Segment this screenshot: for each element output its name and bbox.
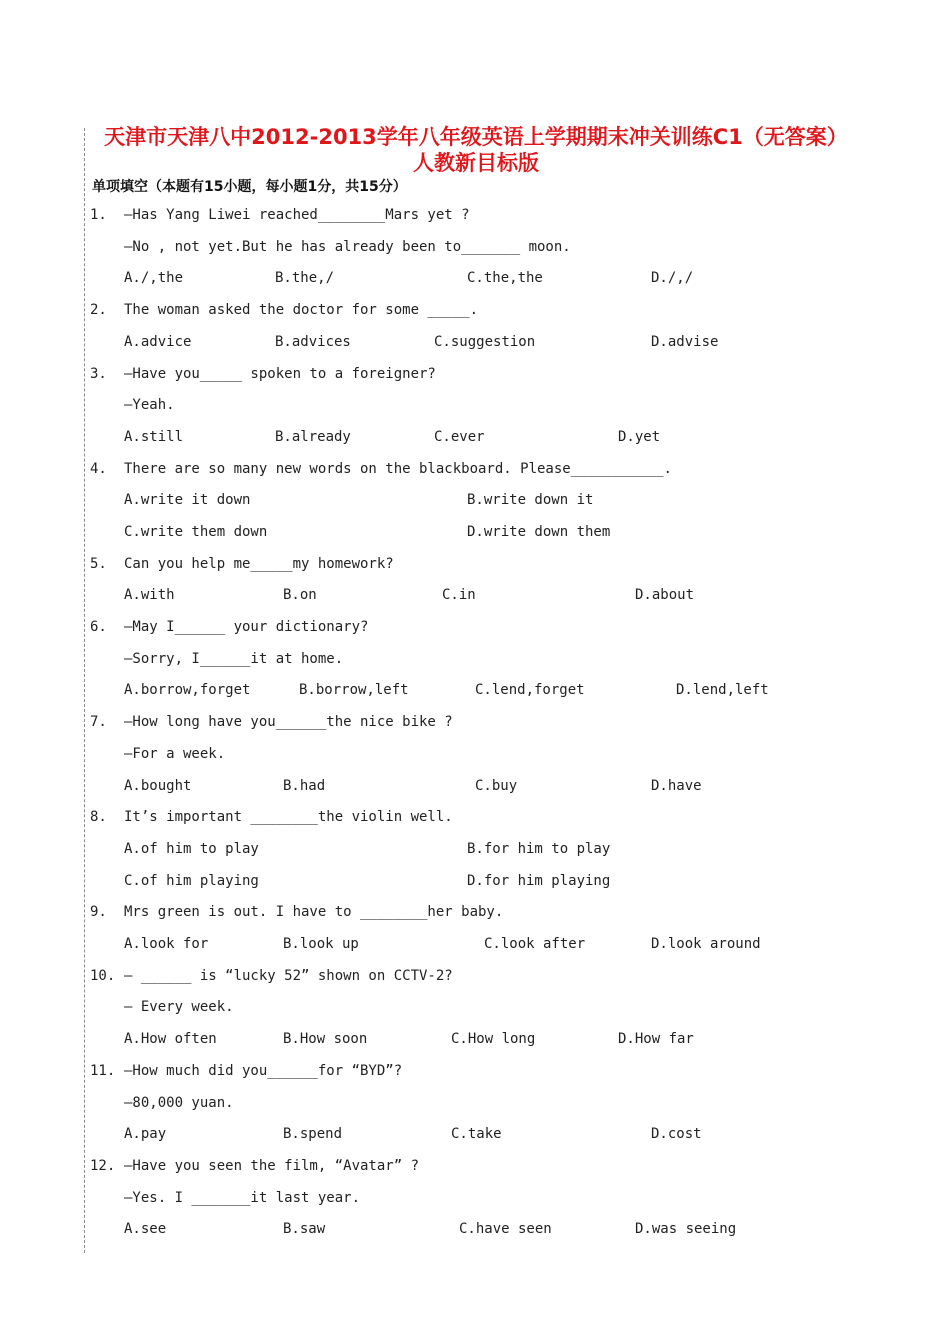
question-number: 4. [90, 460, 107, 477]
answer-option: B.the,/ [275, 270, 335, 287]
question-row [0, 232, 950, 264]
answer-option: A.pay [124, 1126, 167, 1143]
question-item [0, 612, 950, 707]
options-row [0, 1024, 950, 1056]
answer-option: B.borrow,left [299, 682, 409, 699]
answer-option: D.about [635, 587, 695, 604]
answer-option: D.look around [651, 936, 761, 953]
question-text: —How long have you______the nice bike ? [124, 714, 453, 731]
question-row [0, 644, 950, 676]
question-row [0, 1056, 950, 1088]
question-item [0, 897, 950, 960]
answer-option: C.take [451, 1126, 502, 1143]
answer-option: A.borrow,forget [124, 682, 251, 699]
question-row [0, 359, 950, 391]
options-row [0, 517, 950, 549]
question-row [0, 295, 950, 327]
question-row [0, 200, 950, 232]
answer-option: C.in [442, 587, 476, 604]
question-item [0, 359, 950, 454]
question-text: —May I______ your dictionary? [124, 619, 369, 636]
question-row [0, 802, 950, 834]
answer-option: A.see [124, 1221, 167, 1238]
answer-option: C.have seen [459, 1221, 552, 1238]
question-item [0, 707, 950, 802]
question-text: —Sorry, I______it at home. [124, 650, 344, 667]
question-item [0, 1056, 950, 1151]
question-number: 5. [90, 555, 107, 572]
answer-option: A.look for [124, 936, 209, 953]
answer-option: A./,the [124, 270, 184, 287]
answer-option: D.yet [618, 428, 661, 445]
answer-option: A.bought [124, 777, 192, 794]
options-row [0, 1214, 950, 1246]
answer-option: B.How soon [283, 1031, 368, 1048]
question-item [0, 200, 950, 295]
options-row [0, 929, 950, 961]
question-text: There are so many new words on the blackboard. Please___________. [124, 460, 672, 477]
question-row [0, 897, 950, 929]
options-row [0, 327, 950, 359]
question-number: 9. [90, 904, 107, 921]
question-text: Mrs green is out. I have to ________her baby. [124, 904, 504, 921]
answer-option: B.saw [283, 1221, 326, 1238]
answer-option: C.buy [475, 777, 518, 794]
question-number: 11. [90, 1062, 116, 1079]
question-text: —Have you seen the film, “Avatar” ? [124, 1158, 420, 1174]
question-row [0, 549, 950, 581]
question-row [0, 739, 950, 771]
answer-option: D./,/ [651, 270, 694, 287]
question-text: —80,000 yuan. [124, 1094, 234, 1111]
answer-option: D.advise [651, 333, 719, 350]
answer-option: A.with [124, 587, 175, 604]
answer-option: B.write down it [467, 492, 594, 509]
document-title-line1: 天津市天津八中2012-2013学年八年级英语上学期期末冲关训练C1（无答案） [104, 125, 848, 149]
options-row [0, 580, 950, 612]
question-row [0, 992, 950, 1024]
answer-option: A.of him to play [124, 840, 259, 857]
question-number: 8. [90, 809, 107, 826]
options-row [0, 263, 950, 295]
question-row [0, 1183, 950, 1215]
question-text: —Yes. I _______it last year. [124, 1189, 361, 1206]
question-number: 1. [90, 207, 107, 223]
question-item [0, 549, 950, 612]
answer-option: D.was seeing [635, 1221, 737, 1238]
question-row [0, 961, 950, 993]
answer-option: B.spend [283, 1126, 343, 1143]
options-row [0, 485, 950, 517]
question-item [0, 1151, 950, 1246]
options-row [0, 866, 950, 898]
question-text: It’s important ________the violin well. [124, 809, 453, 826]
question-text: The woman asked the doctor for some _____. [124, 302, 479, 319]
question-text: Can you help me_____my homework? [124, 555, 394, 572]
answer-option: D.lend,left [676, 682, 769, 699]
answer-option: C.write them down [124, 523, 268, 540]
question-text: —For a week. [124, 745, 226, 762]
question-item [0, 454, 950, 549]
options-row [0, 422, 950, 454]
answer-option: B.advices [275, 333, 351, 350]
answer-option: A.write it down [124, 492, 251, 509]
question-row [0, 454, 950, 486]
question-text: —Have you_____ spoken to a foreigner? [124, 365, 436, 382]
question-text: —Yeah. [124, 397, 175, 414]
question-item [0, 961, 950, 1056]
answer-option: C.of him playing [124, 872, 259, 889]
options-row [0, 771, 950, 803]
question-number: 7. [90, 714, 107, 731]
answer-option: B.look up [283, 936, 359, 953]
answer-option: D.cost [651, 1126, 702, 1143]
question-text: — ______ is “lucky 52” shown on CCTV-2? [124, 967, 453, 984]
answer-option: A.advice [124, 333, 192, 350]
answer-option: A.How often [124, 1031, 217, 1048]
answer-option: D.have [651, 777, 702, 794]
answer-option: C.suggestion [434, 333, 536, 350]
answer-option: D.for him playing [467, 872, 611, 889]
answer-option: D.write down them [467, 523, 611, 540]
answer-option: C.ever [434, 428, 485, 445]
answer-option: B.had [283, 777, 326, 794]
answer-option: C.lend,forget [475, 682, 585, 699]
question-row [0, 1151, 950, 1183]
question-item [0, 295, 950, 358]
answer-option: C.How long [451, 1031, 536, 1048]
question-text: —No , not yet.But he has already been to_______ moon. [124, 238, 571, 255]
question-row [0, 390, 950, 422]
section-heading: 单项填空（本题有15小题，每小题1分，共15分） [92, 179, 407, 195]
answer-option: D.How far [618, 1031, 694, 1048]
question-text: —How much did you______for “BYD”? [124, 1062, 403, 1079]
question-number: 10. [90, 967, 116, 984]
question-item [0, 802, 950, 897]
question-number: 3. [90, 365, 107, 382]
question-row [0, 707, 950, 739]
answer-option: C.look after [484, 936, 586, 953]
answer-option: B.on [283, 587, 317, 604]
answer-option: B.for him to play [467, 840, 611, 857]
options-row [0, 1119, 950, 1151]
question-number: 2. [90, 302, 107, 319]
question-row [0, 612, 950, 644]
question-text: —Has Yang Liwei reached________Mars yet ? [124, 207, 470, 223]
question-text: — Every week. [124, 999, 234, 1016]
document-title-line2: 人教新目标版 [413, 151, 539, 175]
answer-option: B.already [275, 428, 351, 445]
options-row [0, 834, 950, 866]
answer-option: A.still [124, 428, 184, 445]
question-row [0, 1088, 950, 1120]
question-number: 6. [90, 619, 107, 636]
answer-option: C.the,the [467, 270, 543, 287]
question-number: 12. [90, 1158, 116, 1174]
options-row [0, 675, 950, 707]
